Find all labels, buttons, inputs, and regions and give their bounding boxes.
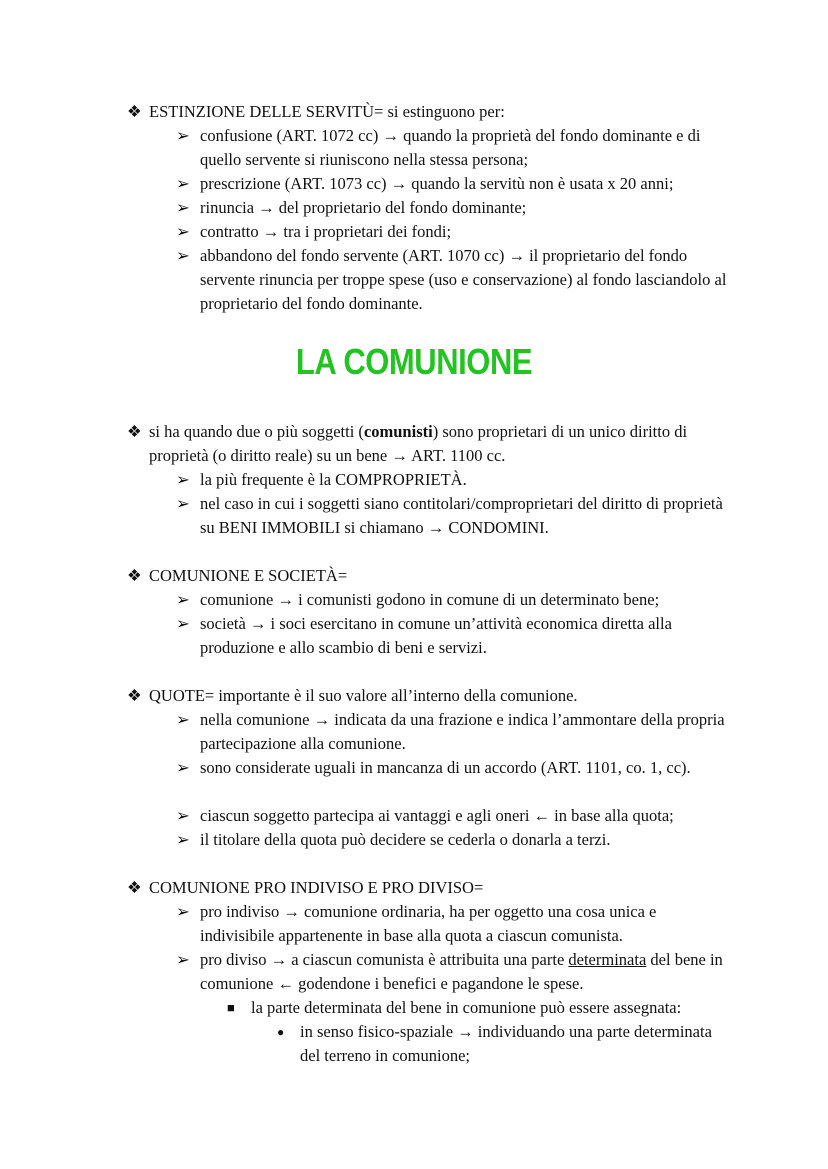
bullet-definizione-comunione [127,420,727,468]
list-item-text: contratto → tra i proprietari dei fondi; [200,222,452,241]
list-item-text: la più frequente è la COMPROPRIETÀ. [200,470,467,489]
diamond-bullet-icon: ❖ [127,422,142,441]
list-item [176,828,728,852]
list-item-text: prescrizione (ART. 1073 cc) → quando la servitù non è usata x 20 anni; [200,174,674,193]
circle-bullet-icon: ● [277,1025,285,1039]
sub-sub-list-item [277,1020,727,1068]
arrow-bullet-icon: ➢ [176,494,190,513]
list-item [176,468,728,492]
list-item-text: nel caso in cui i soggetti siano contitolari/comproprietari del diritto di proprietà su BENI IMMOBILI si chiamano → CONDOMINI. [200,494,723,537]
bullet-estinzione-servitu [127,100,727,124]
section-heading: COMUNIONE PRO INDIVISO E PRO DIVISO= [149,878,484,897]
arrow-bullet-icon: ➢ [176,246,190,265]
list-item-text: nella comunione → indicata da una frazione e indica l’ammontare della propria partecipazione alla comunione. [200,710,725,753]
list-item [176,220,728,244]
list-item [176,900,728,948]
list-item-text: abbandono del fondo servente (ART. 1070 cc) → il proprietario del fondo servente rinuncia per troppe spese (uso e conservazione) al fondo lasciandolo al proprietario del fondo dominante. [200,246,727,313]
arrow-bullet-icon: ➢ [176,758,190,777]
list-item-text: pro diviso → a ciascun comunista è attribuita una parte determinata del bene in comunione ← godendone i benefici e pagandone le spese. [200,950,723,993]
list-item [176,244,728,316]
arrow-bullet-icon: ➢ [176,126,190,145]
list-item [176,588,728,612]
list-item [176,492,728,540]
arrow-bullet-icon: ➢ [176,950,190,969]
diamond-bullet-icon: ❖ [127,686,142,705]
list-item-text: comunione → i comunisti godono in comune di un determinato bene; [200,590,660,609]
diamond-bullet-icon: ❖ [127,878,142,897]
list-item [176,172,728,196]
sub-list-item [227,996,727,1020]
arrow-bullet-icon: ➢ [176,614,190,633]
sub-list-item-text: la parte determinata del bene in comunione può essere assegnata: [251,998,682,1017]
square-bullet-icon: ■ [227,1000,235,1015]
arrow-bullet-icon: ➢ [176,710,190,729]
diamond-bullet-icon: ❖ [127,566,142,585]
arrow-bullet-icon: ➢ [176,590,190,609]
section-text: si ha quando due o più soggetti (comunisti) sono proprietari di un unico diritto di proprietà (o diritto reale) su un bene → ART. 1100 cc. [149,422,688,465]
list-item-text: rinuncia → del proprietario del fondo dominante; [200,198,527,217]
diamond-bullet-icon: ❖ [127,102,142,121]
bullet-pro-indiviso-diviso [127,876,727,900]
section-heading: QUOTE= importante è il suo valore all’interno della comunione. [149,686,578,705]
list-item [176,124,728,172]
list-item-text: società → i soci esercitano in comune un’attività economica diretta alla produzione e allo scambio di beni e servizi. [200,614,672,657]
page-title: LA COMUNIONE [295,341,533,382]
arrow-bullet-icon: ➢ [176,198,190,217]
list-item [176,804,728,828]
arrow-bullet-icon: ➢ [176,830,190,849]
sub-sub-list-item-text: in senso fisico-spaziale → individuando una parte determinata del terreno in comunione; [300,1022,712,1065]
arrow-bullet-icon: ➢ [176,222,190,241]
list-item-text: sono considerate uguali in mancanza di un accordo (ART. 1101, co. 1, cc). [200,758,691,777]
list-item-text: confusione (ART. 1072 cc) → quando la proprietà del fondo dominante e di quello servente si riuniscono nella stessa persona; [200,126,701,169]
list-item-text: pro indiviso → comunione ordinaria, ha per oggetto una cosa unica e indivisibile appartenente in base alla quota a ciascun comunista. [200,902,657,945]
bullet-quote [127,684,727,708]
underlined-term: determinata [568,950,647,969]
section-heading: ESTINZIONE DELLE SERVITÙ= si estinguono per: [149,102,505,121]
list-item [176,196,728,220]
list-item [176,948,728,996]
list-item [176,708,728,756]
bullet-comunione-societa [127,564,727,588]
arrow-bullet-icon: ➢ [176,902,190,921]
section-heading: COMUNIONE E SOCIETÀ= [149,566,348,585]
bold-term: comunisti [363,422,433,441]
arrow-bullet-icon: ➢ [176,470,190,489]
list-item-text: il titolare della quota può decidere se cederla o donarla a terzi. [200,830,611,849]
arrow-bullet-icon: ➢ [176,174,190,193]
list-item [176,612,728,660]
arrow-bullet-icon: ➢ [176,806,190,825]
list-item [176,756,728,780]
list-item-text: ciascun soggetto partecipa ai vantaggi e agli oneri ← in base alla quota; [200,806,674,825]
